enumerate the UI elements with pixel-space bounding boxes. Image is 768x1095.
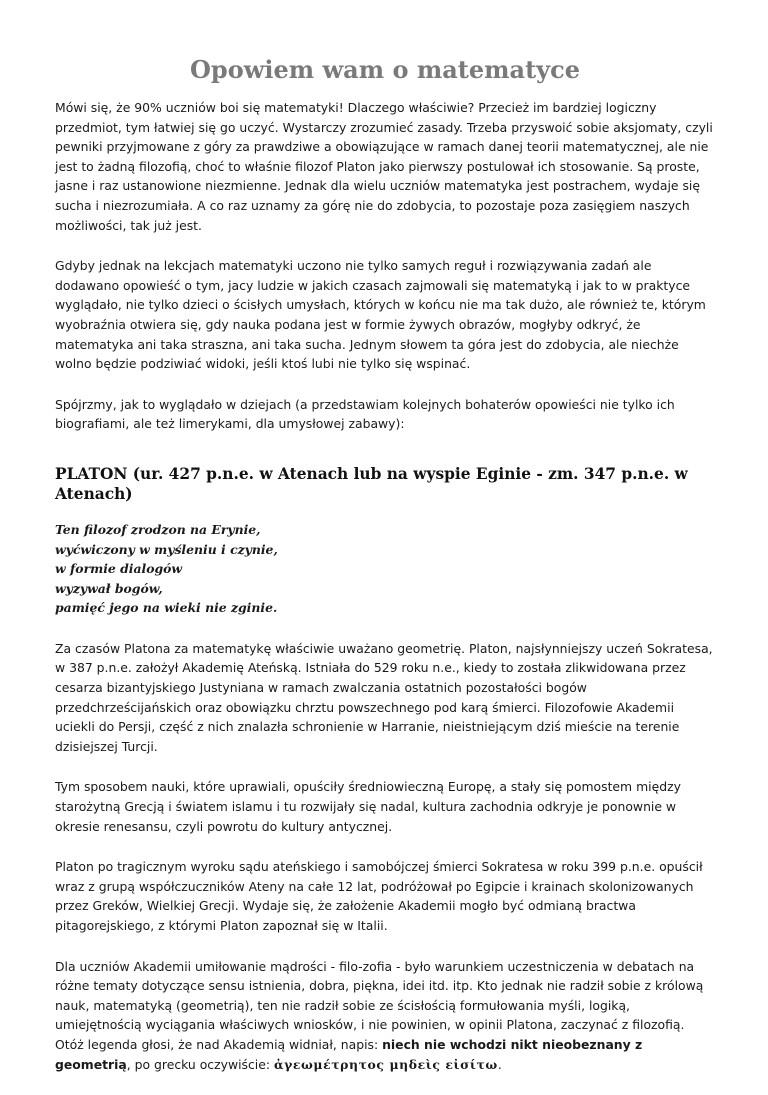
limerick-line: Ten filozof zrodzon na Erynie,	[55, 521, 261, 537]
paragraph-text: Dla uczniów Akademii umiłowanie mądrości - filo-zofia - było warunkiem uczestniczenia w debatach na różne tematy dotyczące sensu istnienia, dobra, piękna, idei itd. itp. Kto jednak nie radził sobie z królową nauk, matematyką (geometrią), ten nie radził sobie ze ścisłością formułowania myśli, logiką, umiejętnością wyciągania właściwych wniosków, i nie powinien, w opinii Platona, zaczynać z filozofią. Otóż legenda głosi, że nad Akademią widniał, napis:	[55, 958, 704, 1052]
limerick-line: w formie dialogów	[55, 561, 183, 577]
body-paragraph-1: Za czasów Platona za matematykę właściwie uważano geometrię. Platon, najsłynniejszy uczeń Sokratesa, w 387 p.n.e. założył Akademię Ateńską. Istniała do 529 roku n.e., kiedy to została zlikwidowana przez cesarza bizantyjskiego Justyniana w ramach zwalczania ostatnich pozostałości bogów przedchrześcijańskich oraz obowiązku chrztu powszechnego pod karą śmierci. Filozofowie Akademii uciekli do Persji, część z nich znalazła schronienie w Harranie, nieistniejącym dziś mieście na terenie dzisiejszej Turcji.	[55, 640, 713, 754]
academy-motto: niech nie wchodzi nikt nieobeznany z geometrią	[55, 1036, 643, 1072]
paragraph-text: .	[497, 1056, 502, 1072]
body-paragraph-4	[55, 957, 715, 1075]
intro-paragraph-2: Gdyby jednak na lekcjach matematyki uczono nie tylko samych reguł i rozwiązywania zadań ale dodawano opowieść o tym, jacy ludzie w jakich czasach zajmowali się matematyką i jak to w praktyce wyglądało, nie tylko dzieci o ścisłych umysłach, których w końcu nie ma tak dużo, ale również te, którym wyobraźnia otwiera się, gdy nauka podana jest w formie żywych obrazów, mogłyby odkryć, że matematyka ani taka straszna, ani taka sucha. Jednym słowem ta góra jest do zdobycia, ale niechże wolno będzie podziwiać widoki, jeśli ktoś lubi nie tylko się wspinać.	[55, 258, 706, 372]
paragraph-text: , po grecku oczywiście:	[126, 1056, 274, 1072]
intro-paragraph-1: Mówi się, że 90% uczniów boi się matematyki! Dlaczego właściwie? Przecież im bardziej logiczny przedmiot, tym łatwiej się go uczyć. Wystarczy zrozumieć zasady. Trzeba przyswoić sobie aksjomaty, czyli pewniki przyjmowane z góry za prawdziwe a obowiązujące w ramach danej teorii matematycznej, ale nie jest to żadną filozofią, choć to właśnie filozof Platon jako pierwszy postulował ich stosowanie. Są proste, jasne i raz ustanowione niezmienne. Jednak dla wielu uczniów matematyka jest postrachem, wydaje się sucha i niezrozumiała. A co raz uznamy za górę nie do zdobycia, to pozostaje poza zasięgiem naszych możliwości, tak już jest.	[55, 100, 713, 233]
body-paragraph-2: Tym sposobem nauki, które uprawiali, opuściły średniowieczną Europę, a stały się pomostem między starożytną Grecją i światem islamu i tu rozwijały się nadal, kultura zachodnia odkryje je ponownie w okresie renesansu, czyli powrotu do kultury antycznej.	[55, 779, 681, 834]
section-heading-platon: PLATON (ur. 427 p.n.e. w Atenach lub na wyspie Eginie - zm. 347 p.n.e. w Atenach)	[55, 464, 688, 503]
limerick	[55, 520, 715, 618]
limerick-line: wyćwiczony w myśleniu i czynie,	[55, 541, 278, 557]
greek-inscription: ἀγεωμέτρητος μηδεὶς εἰσίτω	[273, 1056, 498, 1072]
page-title: Opowiem wam o matematyce	[190, 55, 580, 84]
document-page	[55, 0, 715, 1095]
limerick-line: pamięć jego na wieki nie zginie.	[55, 600, 278, 616]
intro-paragraph-3: Spójrzmy, jak to wyglądało w dziejach (a przedstawiam kolejnych bohaterów opowieści nie tylko ich biografiami, ale też limerykami, dla umysłowej zabawy):	[55, 396, 675, 432]
body-paragraph-3: Platon po tragicznym wyroku sądu ateńskiego i samobójczej śmierci Sokratesa w roku 399 p.n.e. opuścił wraz z grupą współczuczników Ateny na całe 12 lat, podróżował po Egipcie i krainach skolonizowanych przez Greków, Wielkiej Grecji. Wydaje się, że założenie Akademii mogło być odmianą bractwa pitagorejskiego, z którymi Platon zapoznał się w Italii.	[55, 859, 703, 933]
limerick-line: wyzywał bogów,	[55, 580, 163, 596]
